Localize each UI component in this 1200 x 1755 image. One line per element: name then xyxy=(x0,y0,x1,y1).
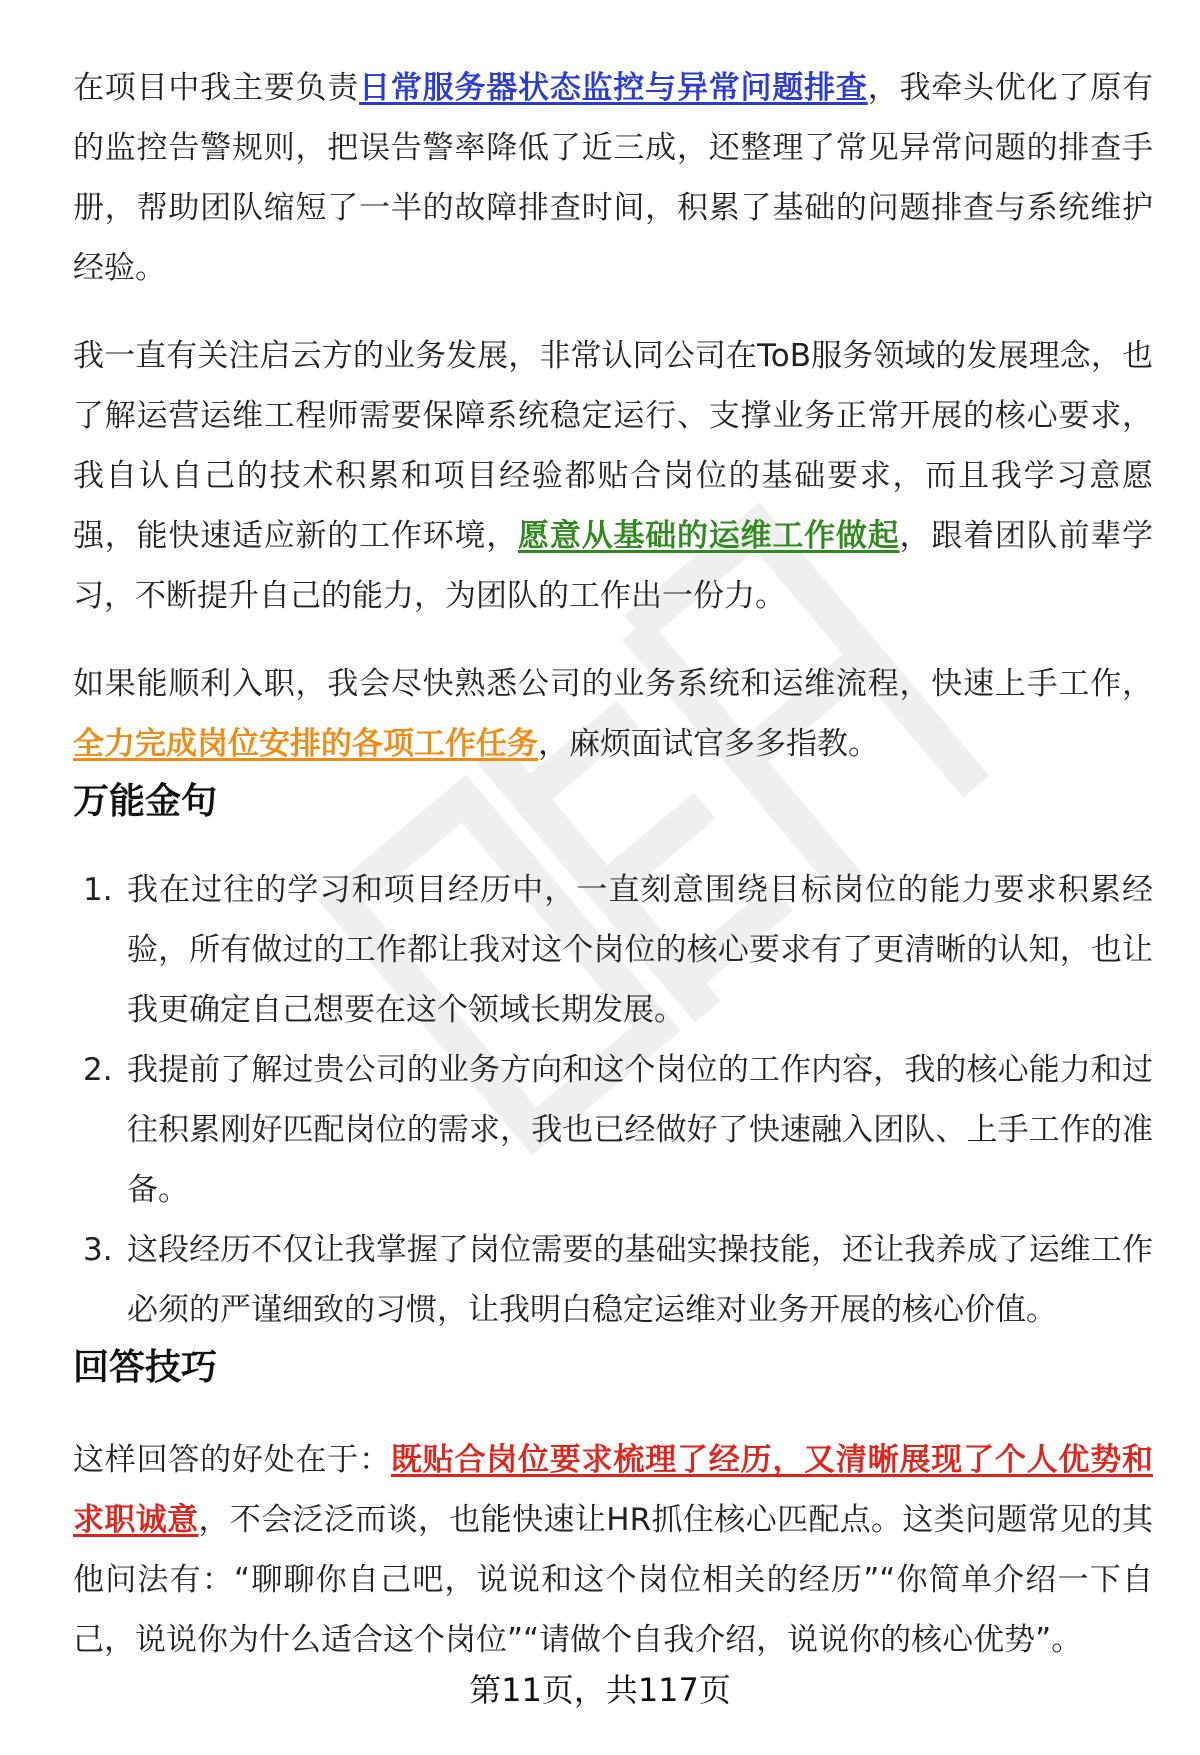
page-number-footer: 第11页，共117页 xyxy=(469,1671,731,1709)
paragraph-text: ，不会泛泛而谈，也能快速让HR抓住核心匹配点。这类问题常见的其他问法有：“聊聊你自己吧，说说和这个岗位相关的经历”“你简单介绍一下自己，说说你为什么适合这个岗位”“请做个自我介绍，说说你的核心优势”。 xyxy=(73,1502,1154,1658)
paragraph-text: 我一直有关注启云方的业务发展，非常认同公司在ToB服务领域的发展理念，也了解运营运维工程师需要保障系统稳定运行、支撑业务正常开展的核心要求，我自认自己的技术积累和项目经验都贴合岗位的基础要求，而且我学习意愿强，能快速适应新的工作环境， xyxy=(73,338,1153,554)
list-item-text: 这段经历不仅让我掌握了岗位需要的基础实操技能，还让我养成了运维工作必须的严谨细致的习惯，让我明白稳定运维对业务开展的核心价值。 xyxy=(127,1232,1153,1328)
paragraph-answer-tips xyxy=(73,1430,1153,1670)
list-number: 3. xyxy=(83,1232,113,1268)
list-item xyxy=(73,860,1153,1040)
document-body xyxy=(73,58,1153,1670)
highlight-text-green: 愿意从基础的运维工作做起 xyxy=(518,518,900,554)
list-item-text: 我在过往的学习和项目经历中，一直刻意围绕目标岗位的能力要求积累经验，所有做过的工作都让我对这个岗位的核心要求有了更清晰的认知，也让我更确定自己想要在这个领域长期发展。 xyxy=(127,872,1153,1028)
section-heading-answer-tips: 回答技巧 xyxy=(73,1347,218,1388)
paragraph-project-responsibility xyxy=(73,58,1153,298)
golden-sentences-list xyxy=(73,860,1153,1340)
list-item xyxy=(73,1220,1153,1340)
section-heading-golden-sentences: 万能金句 xyxy=(73,781,218,822)
highlight-text-orange: 全力完成岗位安排的各项工作任务 xyxy=(73,726,538,762)
highlight-text-red: 既贴合岗位要求梳理了经历，又清晰展现了个人优势和求职诚意 xyxy=(73,1442,1154,1538)
paragraph-closing xyxy=(73,654,1153,774)
paragraph-text: ，麻烦面试官多多指教。 xyxy=(538,726,879,762)
paragraph-text: 在项目中我主要负责 xyxy=(73,70,360,106)
paragraph-text: ，跟着团队前辈学习，不断提升自己的能力，为团队的工作出一份力。 xyxy=(73,518,1154,614)
paragraph-company-motivation xyxy=(73,326,1153,626)
paragraph-text: ，我牵头优化了原有的监控告警规则，把误告警率降低了近三成，还整理了常见异常问题的排查手册，帮助团队缩短了一半的故障排查时间，积累了基础的问题排查与系统维护经验。 xyxy=(73,70,1154,286)
list-number: 1. xyxy=(83,872,113,908)
paragraph-text: 这样回答的好处在于： xyxy=(73,1442,391,1478)
list-number: 2. xyxy=(83,1052,113,1088)
list-item-text: 我提前了解过贵公司的业务方向和这个岗位的工作内容，我的核心能力和过往积累刚好匹配岗位的需求，我也已经做好了快速融入团队、上手工作的准备。 xyxy=(127,1052,1153,1208)
paragraph-text: 如果能顺利入职，我会尽快熟悉公司的业务系统和运维流程，快速上手工作， xyxy=(73,666,1153,702)
highlight-text-blue: 日常服务器状态监控与异常问题排查 xyxy=(359,70,868,106)
list-item xyxy=(73,1040,1153,1220)
